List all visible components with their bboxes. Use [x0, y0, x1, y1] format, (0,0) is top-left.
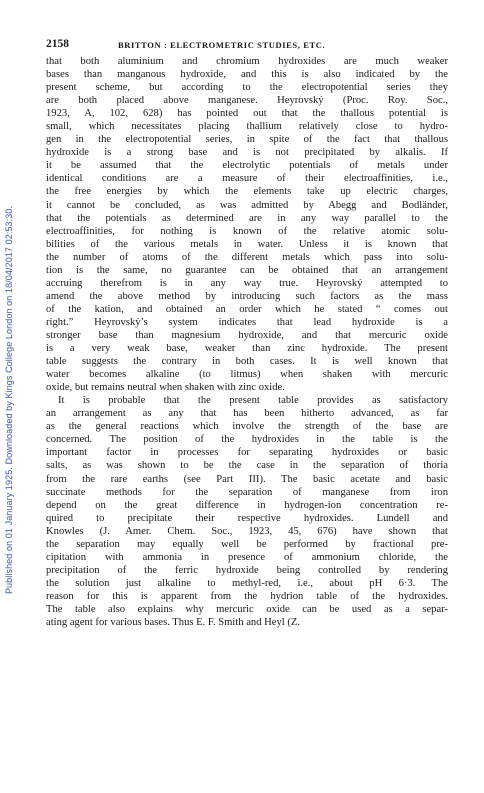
text-line: oxide, but remains neutral when shaken with zinc oxide. — [46, 382, 285, 394]
text-line: amend the above method by introducing such factors as the mass — [46, 290, 448, 302]
download-stamp — [2, 90, 16, 710]
text-line: present scheme, but according to the electropotential series they — [46, 82, 448, 94]
text-line: the number of atoms of the different metals which pass into solu- — [46, 251, 448, 263]
text-line: that both aluminium and chromium hydroxides are much weaker — [46, 56, 448, 67]
text-line: The table also explains why mercuric oxide can be used as a separ- — [46, 603, 448, 615]
page-number: 2158 — [46, 38, 69, 50]
text-line: precipitation of the ferric hydroxide being controlled by rendering — [46, 564, 448, 576]
text-line: electroaffinities, for nothing is known of the relative atomic solu- — [46, 225, 448, 237]
text-line: of the kation, and obtained an order which he stated “ comes out — [46, 303, 448, 315]
text-line: It is probable that the present table provides as satisfactory — [58, 395, 448, 407]
text-line: stronger base than magnesium hydroxide, and that mercuric oxide — [46, 329, 448, 341]
text-line: reason for this is apparent from the hydrion table of the hydroxides. — [46, 590, 448, 602]
body-text — [46, 55, 448, 629]
text-line: important factor in processes for separating hydroxides or basic — [46, 447, 448, 459]
text-line: concerned. The position of the hydroxides in the table is the — [46, 434, 448, 446]
running-head: BRITTON : ELECTROMETRIC STUDIES, ETC. — [118, 40, 326, 50]
text-line: identical conditions are a measure of their electroaffinities, i.e., — [46, 173, 448, 185]
page-header — [46, 38, 448, 54]
text-line: the separation may equally well be performed by fractional pre- — [46, 538, 448, 550]
text-line: right.” Heyrovský’s system indicates that lead hydroxide is a — [46, 316, 448, 328]
text-line: depend on the great difference in hydrogen-ion concentration re- — [46, 499, 448, 511]
text-line: that the potentials as determined are in any way parallel to the — [46, 212, 448, 224]
text-line: is a very weak base, weaker than zinc hydroxide. The present — [46, 343, 448, 355]
text-line: Knowles (J. Amer. Chem. Soc., 1923, 45, 676) have shown that — [46, 525, 448, 537]
text-line: salts, as was shown to be the case in the separation of thoria — [46, 460, 448, 472]
text-line: tion is the same, no guarantee can be obtained that an arrangement — [46, 264, 448, 276]
text-line: it be assumed that the electrolytic potentials of metals under — [46, 160, 448, 172]
text-line: hydroxide is a strong base and is not precipitated by alkalis. If — [46, 147, 448, 159]
text-line: quired to precipitate their respective hydroxides. Lundell and — [46, 512, 448, 524]
download-stamp-text: Published on 01 January 1925. Downloaded by Kings College London on 18/04/2017 02:53:30. — [4, 205, 14, 595]
text-line: are both placed above manganese. Heyrovský (Proc. Roy. Soc., — [46, 95, 448, 107]
text-line: ating agent for various bases. Thus E. F. Smith and Heyl (Z. — [46, 617, 301, 629]
text-line: cipitation with ammonia in presence of ammonium chloride, the — [46, 551, 448, 563]
text-line: table suggests the contrary in both cases. It is well known that — [46, 356, 448, 368]
text-line: from the rare earths (see Part III). The basic acetate and basic — [46, 473, 448, 485]
text-line: as the general reactions which involve the strength of the base are — [46, 421, 448, 433]
text-line: water becomes alkaline (to litmus) when shaken with mercuric — [46, 369, 448, 381]
text-line: bilities of the various metals in water. Unless it is known that — [46, 238, 448, 250]
text-line: bases than manganous hydroxide, and this is also indicated by the — [46, 69, 448, 81]
text-line: small, which necessitates placing thallium relatively close to hydro- — [46, 121, 448, 133]
text-line: it cannot be concluded, as was admitted by Abegg and Bodländer, — [46, 199, 448, 211]
text-line: the solution just alkaline to methyl-red, i.e., about pH 6·3. The — [46, 577, 448, 589]
text-line: succinate methods for the separation of manganese from iron — [46, 486, 448, 498]
text-line: 1923, A, 102, 628) has pointed out that the thallous potential is — [46, 108, 448, 120]
text-line: gen in the electropotential series, in spite of the fact that thallous — [46, 134, 448, 146]
text-line: accruing therefrom is in any way true. Heyrovský attempted to — [46, 277, 448, 289]
text-line: the free energies by which the elements take up electric charges, — [46, 186, 448, 198]
text-line: an arrangement as any that has been hitherto advanced, as far — [46, 408, 448, 420]
